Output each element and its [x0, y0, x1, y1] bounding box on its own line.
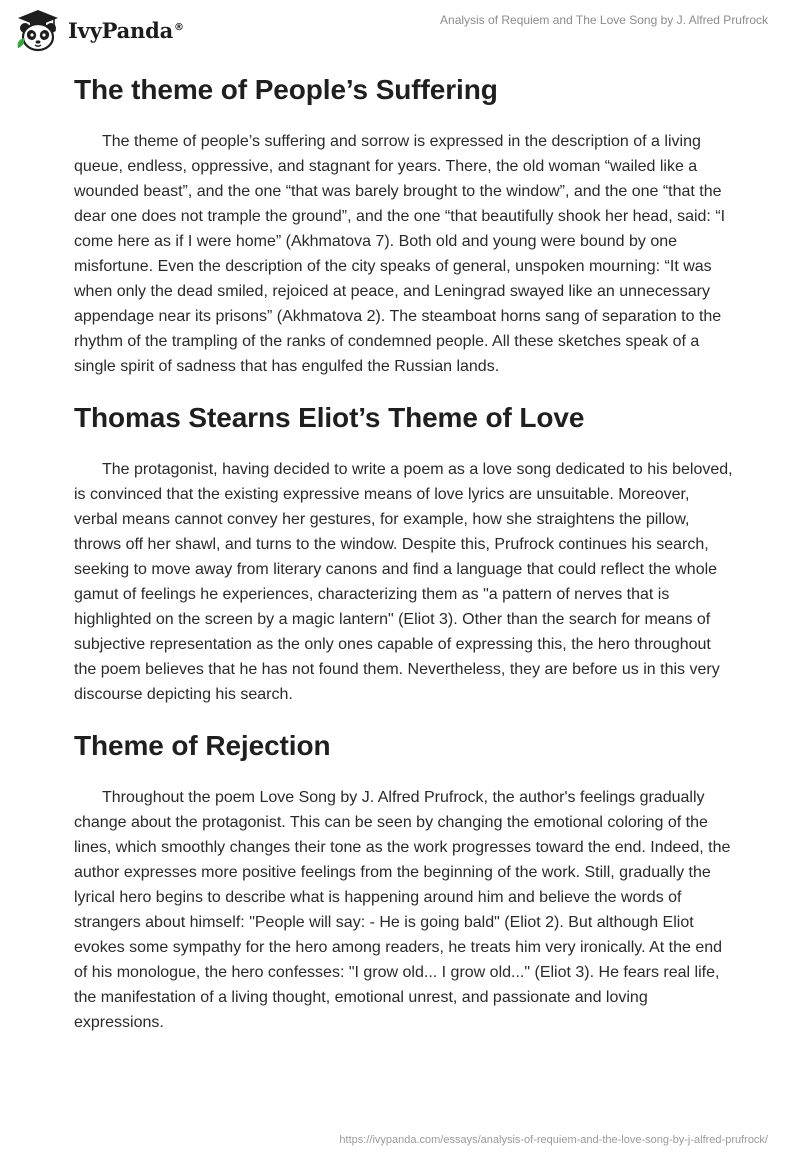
section-theme-of-rejection: [74, 724, 734, 1035]
section-paragraph: Throughout the poem Love Song by J. Alfred Prufrock, the author's feelings gradually change about the protagonist. This can be seen by changing the emotional coloring of the lines, which smoothly changes their tone as the work progresses toward the end. Indeed, the author expresses more positive feelings from the beginning of the work. Still, gradually the lyrical hero begins to describe what is happening around him and believe the words of strangers about himself: "People will say: - He is going bald" (Eliot 2). But although Eliot evokes some sympathy for the hero among readers, he treats him very ironically. At the end of his monologue, the hero confesses: "I grow old... I grow old..." (Eliot 3). He fears real life, the manifestation of a living thought, emotional unrest, and passionate and loving expressions.: [74, 789, 731, 1031]
panda-graduation-icon: [14, 8, 62, 52]
section-paragraph: The theme of people’s suffering and sorrow is expressed in the description of a living queue, endless, oppressive, and stagnant for years. There, the old woman “wailed like a wounded beast”, and the one “that was barely brought to the window”, and the one “that the dear one does not trample the ground”, and the one “that beautifully shook her head, said: “I come here as if I were home” (Akhmatova 7). Both old and young were bound by one misfortune. Even the description of the city speaks of general, unspoken mourning: “It was when only the dead smiled, rejoiced at peace, and Leningrad swayed like an unnecessary appendage near its prisons” (Akhmatova 2). The steamboat horns sang of separation to the rhythm of the trampling of the ranks of condemned people. All these sketches speak of a single spirit of sadness that has engulfed the Russian lands.: [74, 133, 726, 375]
section-heading: Theme of Rejection: [74, 730, 331, 761]
section-heading: Thomas Stearns Eliot’s Theme of Love: [74, 402, 585, 433]
source-url-link[interactable]: https://ivypanda.com/essays/analysis-of-requiem-and-the-love-song-by-j-alfred-prufrock/: [339, 1134, 768, 1146]
registered-mark: ®: [174, 21, 184, 33]
section-peoples-suffering: [74, 68, 734, 379]
section-theme-of-love: [74, 396, 734, 707]
ivypanda-logo[interactable]: [14, 8, 184, 52]
brand-name: IvyPanda®: [68, 17, 184, 43]
section-heading: The theme of People’s Suffering: [74, 74, 498, 105]
section-paragraph: The protagonist, having decided to write a poem as a love song dedicated to his beloved, is convinced that the existing expressive means of love lyrics are unsuitable. Moreover, verbal means cannot convey her gestures, for example, how she straightens the pillow, throws off her shawl, and turns to the window. Despite this, Prufrock continues his search, seeking to move away from literary canons and find a language that could reflect the whole gamut of feelings he experiences, characterizing them as "a pattern of nerves that is highlighted on the screen by a magic lantern" (Eliot 3). Other than the search for means of subjective representation as the only ones capable of expressing this, the hero throughout the poem believes that he has not found them. Nevertheless, they are before us in this very discourse depicting his search.: [74, 461, 733, 703]
document-title: Analysis of Requiem and The Love Song by J. Alfred Prufrock: [440, 13, 768, 27]
page-header: [0, 0, 800, 64]
essay-body: [74, 68, 734, 1035]
